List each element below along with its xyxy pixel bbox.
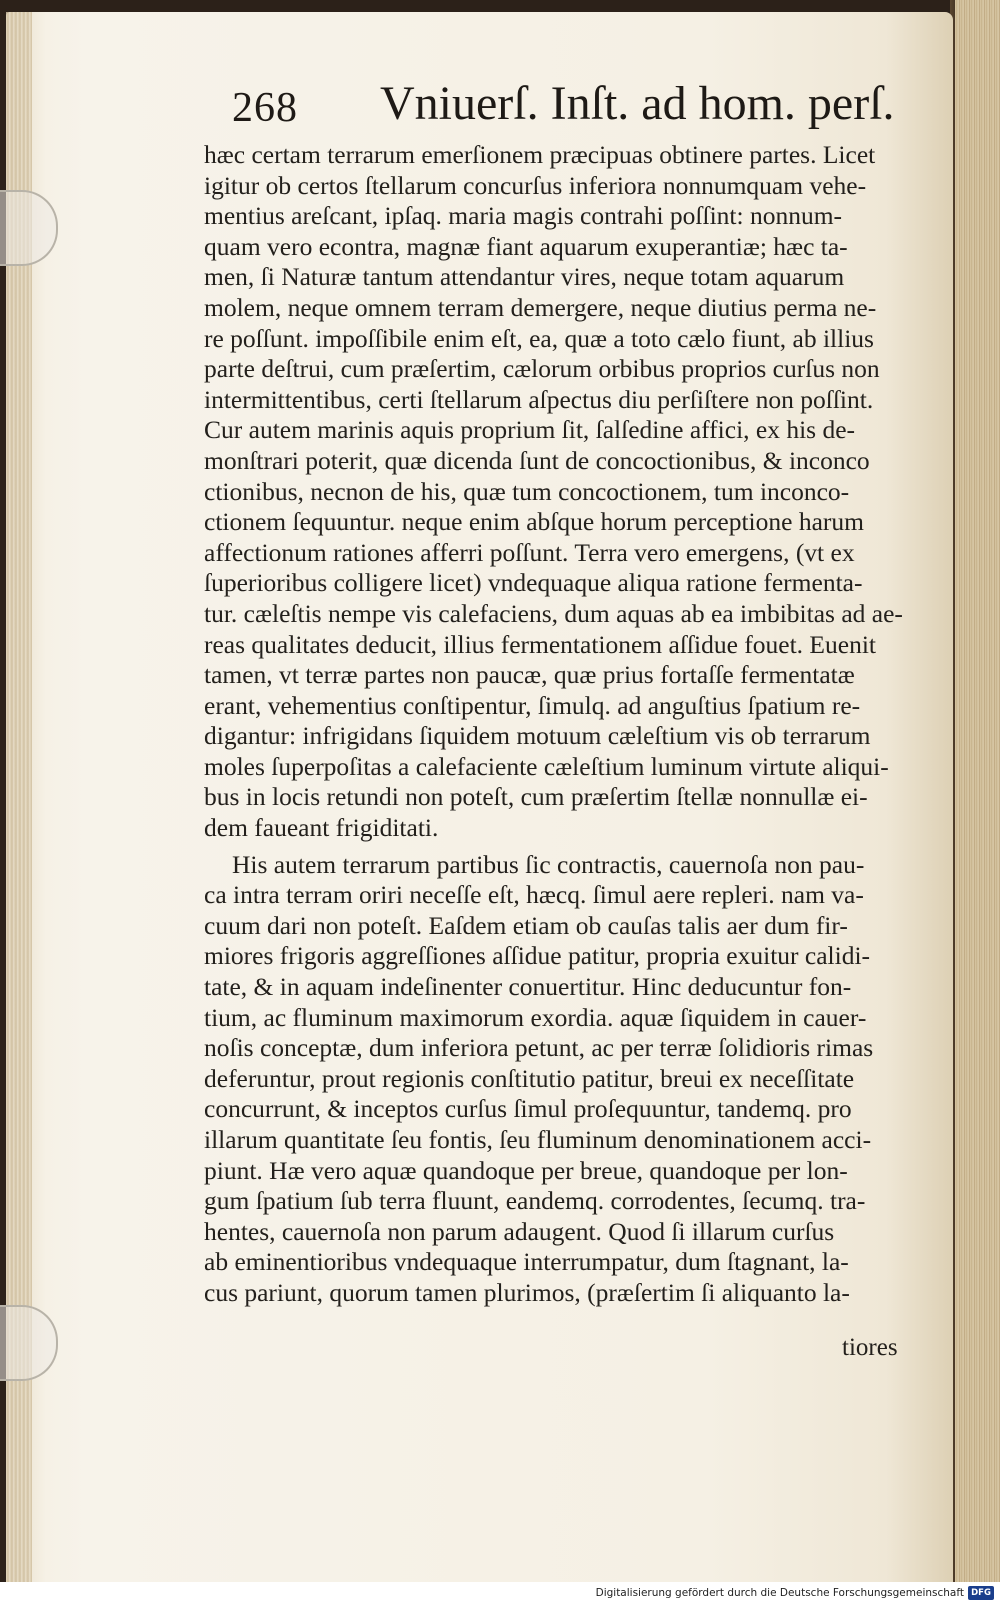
text-line: digantur: infrigidans ſiquidem motuum cæleſtium vis ob terrarum <box>204 721 871 751</box>
text-line: ſuperioribus colligere licet) vndequaque aliqua ratione fermenta- <box>204 568 863 598</box>
body-text <box>204 140 944 1309</box>
text-line: molem, neque omnem terram demergere, neque diutius perma ne- <box>204 292 877 322</box>
page-header <box>232 76 895 136</box>
text-line: ca intra terram oriri neceſſe eſt, hæcq. ſimul aere repleri. nam va- <box>204 880 864 910</box>
paper-clip-bottom <box>0 1305 58 1381</box>
text-line: moles ſuperpoſitas a calefaciente cæleſtium luminum virtute aliqui- <box>204 751 889 781</box>
text-line: ab eminentioribus vndequaque interrumpatur, dum ſtagnant, la- <box>204 1247 849 1277</box>
text-line: hæc certam terrarum emerſionem præcipuas obtinere partes. Licet <box>204 140 876 169</box>
text-line: erant, vehementius conſtipentur, ſimulq. ad anguſtius ſpatium re- <box>204 690 861 720</box>
text-line: tium, ac fluminum maximorum exordia. aquæ ſiquidem in cauer- <box>204 1002 867 1032</box>
digitization-footer <box>0 1582 1000 1606</box>
text-line: cuum dari non poteſt. Eaſdem etiam ob cauſas talis aer dum fir- <box>204 910 848 940</box>
text-line: tate, & in aquam indeſinenter conuertitur. Hinc deducuntur fon- <box>204 972 852 1002</box>
text-line: dem faueant frigiditati. <box>204 813 439 843</box>
text-line: cus pariunt, quorum tamen plurimos, (præſertim ſi aliquanto la- <box>204 1277 850 1307</box>
text-line: Cur autem marinis aquis proprium ſit, ſalſedine affici, ex his de- <box>204 415 856 445</box>
text-line: tamen, vt terræ partes non paucæ, quæ prius fortaſſe fermentatæ <box>204 660 855 690</box>
catchword: tiores <box>842 1334 898 1361</box>
page-number: 268 <box>232 85 298 131</box>
text-line: men, ſi Naturæ tantum attendantur vires, neque totam aquarum <box>204 262 845 292</box>
text-line: ctionibus, necnon de his, quæ tum concoctionem, tum inconco- <box>204 476 850 506</box>
text-line: tur. cæleſtis nempe vis calefaciens, dum aquas ab ea imbibitas ad ae- <box>204 598 903 628</box>
text-line: re poſſunt. impoſſibile enim eſt, ea, quæ a toto cælo fiunt, ab illius <box>204 323 874 353</box>
text-line: miores frigoris aggreſſiones aſſidue patitur, propria exuitur calidi- <box>204 941 871 971</box>
text-line: noſis conceptæ, dum inferiora petunt, ac per terræ ſolidioris rimas <box>204 1033 874 1063</box>
text-line: deferuntur, prout regionis conſtitutio patitur, breui ex neceſſitate <box>204 1063 855 1093</box>
footer-credit: Digitalisierung gefördert durch die Deutsche Forschungsgemeinschaft <box>595 1587 964 1599</box>
text-line: intermittentibus, certi ſtellarum aſpectus diu perſiſtere non poſſint. <box>204 384 874 414</box>
text-line: parte deſtrui, cum præſertim, cælorum orbibus proprios curſus non <box>204 354 880 384</box>
text-line: bus in locis retundi non poteſt, cum præſertim ſtellæ nonnullæ ei- <box>204 782 868 812</box>
text-line: reas qualitates deducit, illius fermentationem aſſidue fouet. Euenit <box>204 629 876 659</box>
book-page <box>6 12 953 1582</box>
text-line: piunt. Hæ vero aquæ quandoque per breue, quandoque per lon- <box>204 1155 848 1185</box>
text-line: igitur ob certos ſtellarum concurſus inferiora nonnumquam vehe- <box>204 170 867 200</box>
paper-clip-top <box>0 190 58 266</box>
page-edges <box>955 0 1000 1582</box>
text-line: illarum quantitate ſeu fontis, ſeu fluminum denominationem acci- <box>204 1125 872 1154</box>
running-head: Vniuerſ. Inſt. ad hom. perſ. <box>380 77 895 130</box>
dfg-logo: DFG <box>968 1586 994 1600</box>
text-line: affectionum rationes afferri poſſunt. Terra vero emergens, (vt ex <box>204 537 855 567</box>
text-line: hentes, cauernoſa non parum adaugent. Quod ſi illarum curſus <box>204 1216 835 1246</box>
text-line: ctionem ſequuntur. neque enim abſque horum perceptione harum <box>204 507 864 537</box>
text-line: monſtrari poterit, quæ dicenda ſunt de concoctionibus, & inconco <box>204 445 870 475</box>
text-line: quam vero econtra, magnæ fiant aquarum exuperantiæ; hæc ta- <box>204 231 848 261</box>
text-line: mentius areſcant, ipſaq. maria magis contrahi poſſint: nonnum- <box>204 201 843 231</box>
text-line: gum ſpatium ſub terra fluunt, eandemq. corrodentes, ſecumq. tra- <box>204 1186 866 1216</box>
text-line: His autem terrarum partibus ſic contractis, cauernoſa non pau- <box>232 849 865 879</box>
text-line: concurrunt, & inceptos curſus ſimul proſequuntur, tandemq. pro <box>204 1094 852 1124</box>
